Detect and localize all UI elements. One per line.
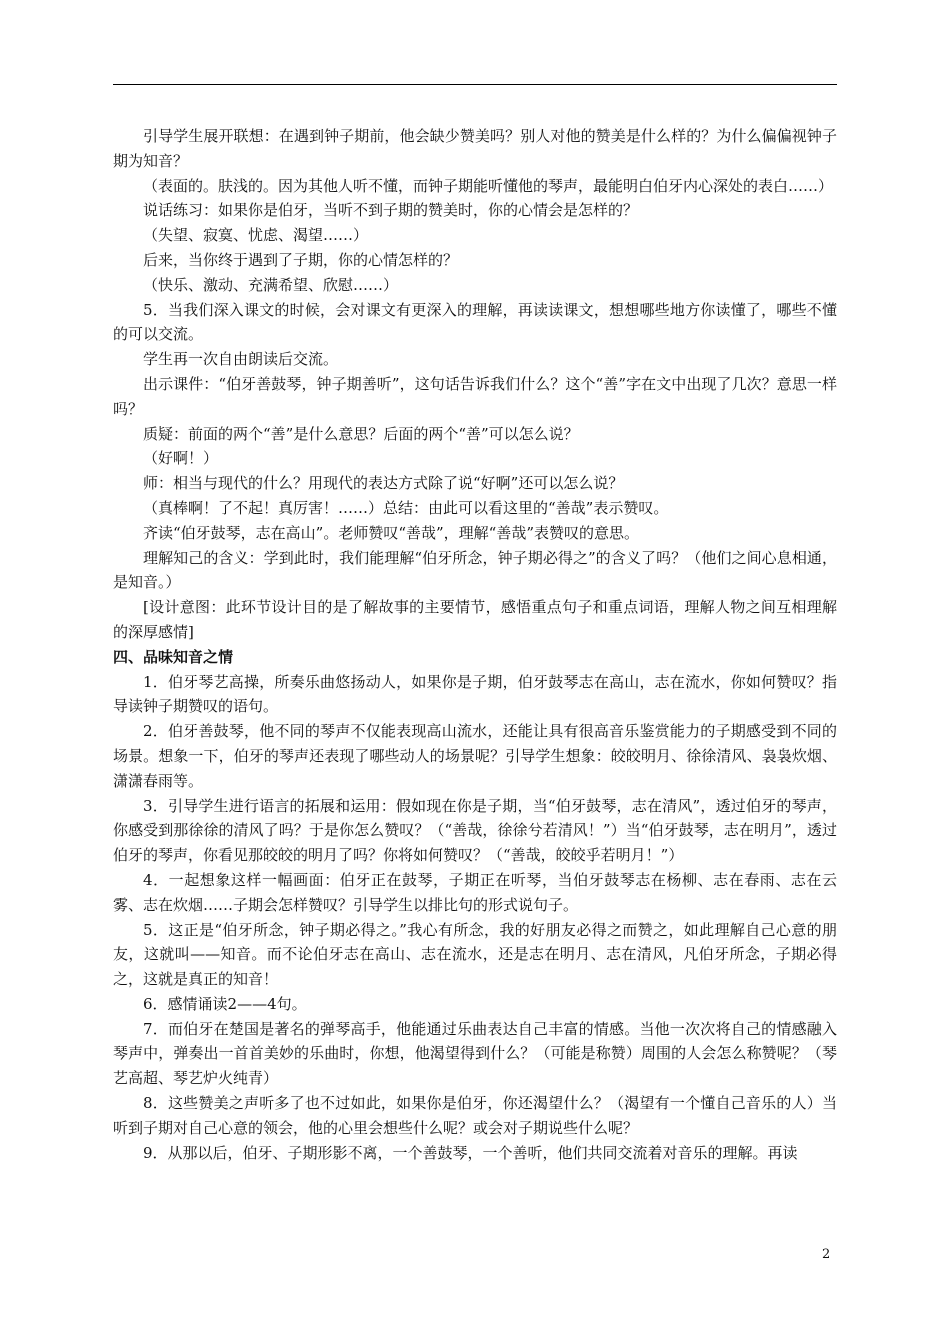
numbered-paragraph: 2．伯牙善鼓琴，他不同的琴声不仅能表现高山流水，还能让具有很高音乐鉴赏能力的子期感受到不同的场景。想象一下，伯牙的琴声还表现了哪些动人的场景呢？引导学生想象：皎皎明月、徐徐清风、袅袅炊烟、潇潇春雨等。 (113, 722, 837, 790)
paragraph: 师：相当与现代的什么？用现代的表达方式除了说“好啊”还可以怎么说？ (143, 474, 624, 493)
paragraph: （快乐、激动、充满希望、欣慰……） (143, 275, 399, 294)
paragraph: （真棒啊！了不起！真厉害！……）总结：由此可以看这里的“善哉”表示赞叹。 (143, 498, 669, 517)
paragraph: 质疑：前面的两个“善”是什么意思？后面的两个“善”可以怎么说？ (143, 424, 579, 443)
design-intent-note: [设计意图：此环节设计目的是了解故事的主要情节，感悟重点句子和重点词语，理解人物之间互相理解的深厚感情] (113, 598, 837, 641)
header-rule (113, 84, 837, 85)
numbered-paragraph: 5．这正是“伯牙所念，钟子期必得之。”我心有所念，我的好朋友必得之而赞之，如此理解自己心意的朋友，这就叫——知音。而不论伯牙志在高山、志在流水，还是志在明月、志在清风，凡伯牙所念，子期必得之，这就是真正的知音！ (113, 920, 837, 989)
paragraph: 说话练习：如果你是伯牙，当听不到子期的赞美时，你的心情会是怎样的？ (143, 201, 639, 220)
paragraph: 齐读“伯牙鼓琴，志在高山”。老师赞叹“善哉”，理解“善哉”表赞叹的意思。 (143, 523, 640, 542)
paragraph: 出示课件：“伯牙善鼓琴，钟子期善听”，这句话告诉我们什么？这个“善”字在文中出现了几次？意思一样吗？ (113, 374, 837, 418)
page-number: 2 (822, 1247, 831, 1262)
numbered-paragraph: 7．而伯牙在楚国是著名的弹琴高手，他能通过乐曲表达自己丰富的情感。当他一次次将自己的情感融入琴声中，弹奏出一首首美妙的乐曲时，你想，他渴望得到什么？（可能是称赞）周围的人会怎么称赞呢？（琴艺高超、琴艺炉火纯青） (113, 1019, 837, 1088)
numbered-paragraph: 1．伯牙琴艺高操，所奏乐曲悠扬动人，如果你是子期，伯牙鼓琴志在高山，志在流水，你如何赞叹？指导读钟子期赞叹的语句。 (113, 672, 837, 716)
paragraph: （好啊！） (143, 449, 219, 468)
paragraph: （失望、寂寞、忧虑、渴望……） (143, 226, 369, 245)
section-heading: 四、品味知音之情 (113, 647, 234, 666)
numbered-paragraph: 8．这些赞美之声听多了也不过如此，如果你是伯牙，你还渴望什么？（渴望有一个懂自己音乐的人）当听到子期对自己心意的领会，他的心里会想些什么呢？或会对子期说些什么呢？ (113, 1094, 837, 1137)
document-body (113, 124, 837, 1165)
paragraph: 5．当我们深入课文的时候，会对课文有更深入的理解，再读读课文，想想哪些地方你读懂了，哪些不懂的可以交流。 (113, 300, 837, 344)
numbered-paragraph: 3．引导学生进行语言的拓展和运用：假如现在你是子期，当“伯牙鼓琴，志在清风”，透过伯牙的琴声，你感受到那徐徐的清风了吗？于是你怎么赞叹？（“善哉，徐徐兮若清风！”）当“伯牙鼓琴，志在明月”，透过伯牙的琴声，你看见那皎皎的明月了吗？你将如何赞叹？（“善哉，皎皎乎若明月！”） (113, 796, 837, 865)
paragraph: （表面的。肤浅的。因为其他人听不懂，而钟子期能听懂他的琴声，最能明白伯牙内心深处的表白……） (143, 176, 834, 195)
paragraph: 后来，当你终于遇到了子期，你的心情怎样的？ (143, 250, 459, 269)
paragraph: 学生再一次自由朗读后交流。 (143, 350, 339, 369)
paragraph: 理解知己的含义：学到此时，我们能理解“伯牙所念，钟子期必得之”的含义了吗？（他们之间心息相通，是知音。） (113, 548, 837, 592)
numbered-paragraph: 6．感情诵读2——4句。 (143, 994, 307, 1013)
numbered-paragraph: 4．一起想象这样一幅画面：伯牙正在鼓琴，子期正在听琴，当伯牙鼓琴志在杨柳、志在春雨、志在云雾、志在炊烟……子期会怎样赞叹？引导学生以排比句的形式说句子。 (113, 870, 837, 914)
paragraph: 引导学生展开联想：在遇到钟子期前，他会缺少赞美吗？别人对他的赞美是什么样的？为什么偏偏视钟子期为知音？ (113, 127, 837, 170)
numbered-paragraph: 9．从那以后，伯牙、子期形影不离，一个善鼓琴，一个善听，他们共同交流着对音乐的理解。再读 (143, 1143, 798, 1162)
